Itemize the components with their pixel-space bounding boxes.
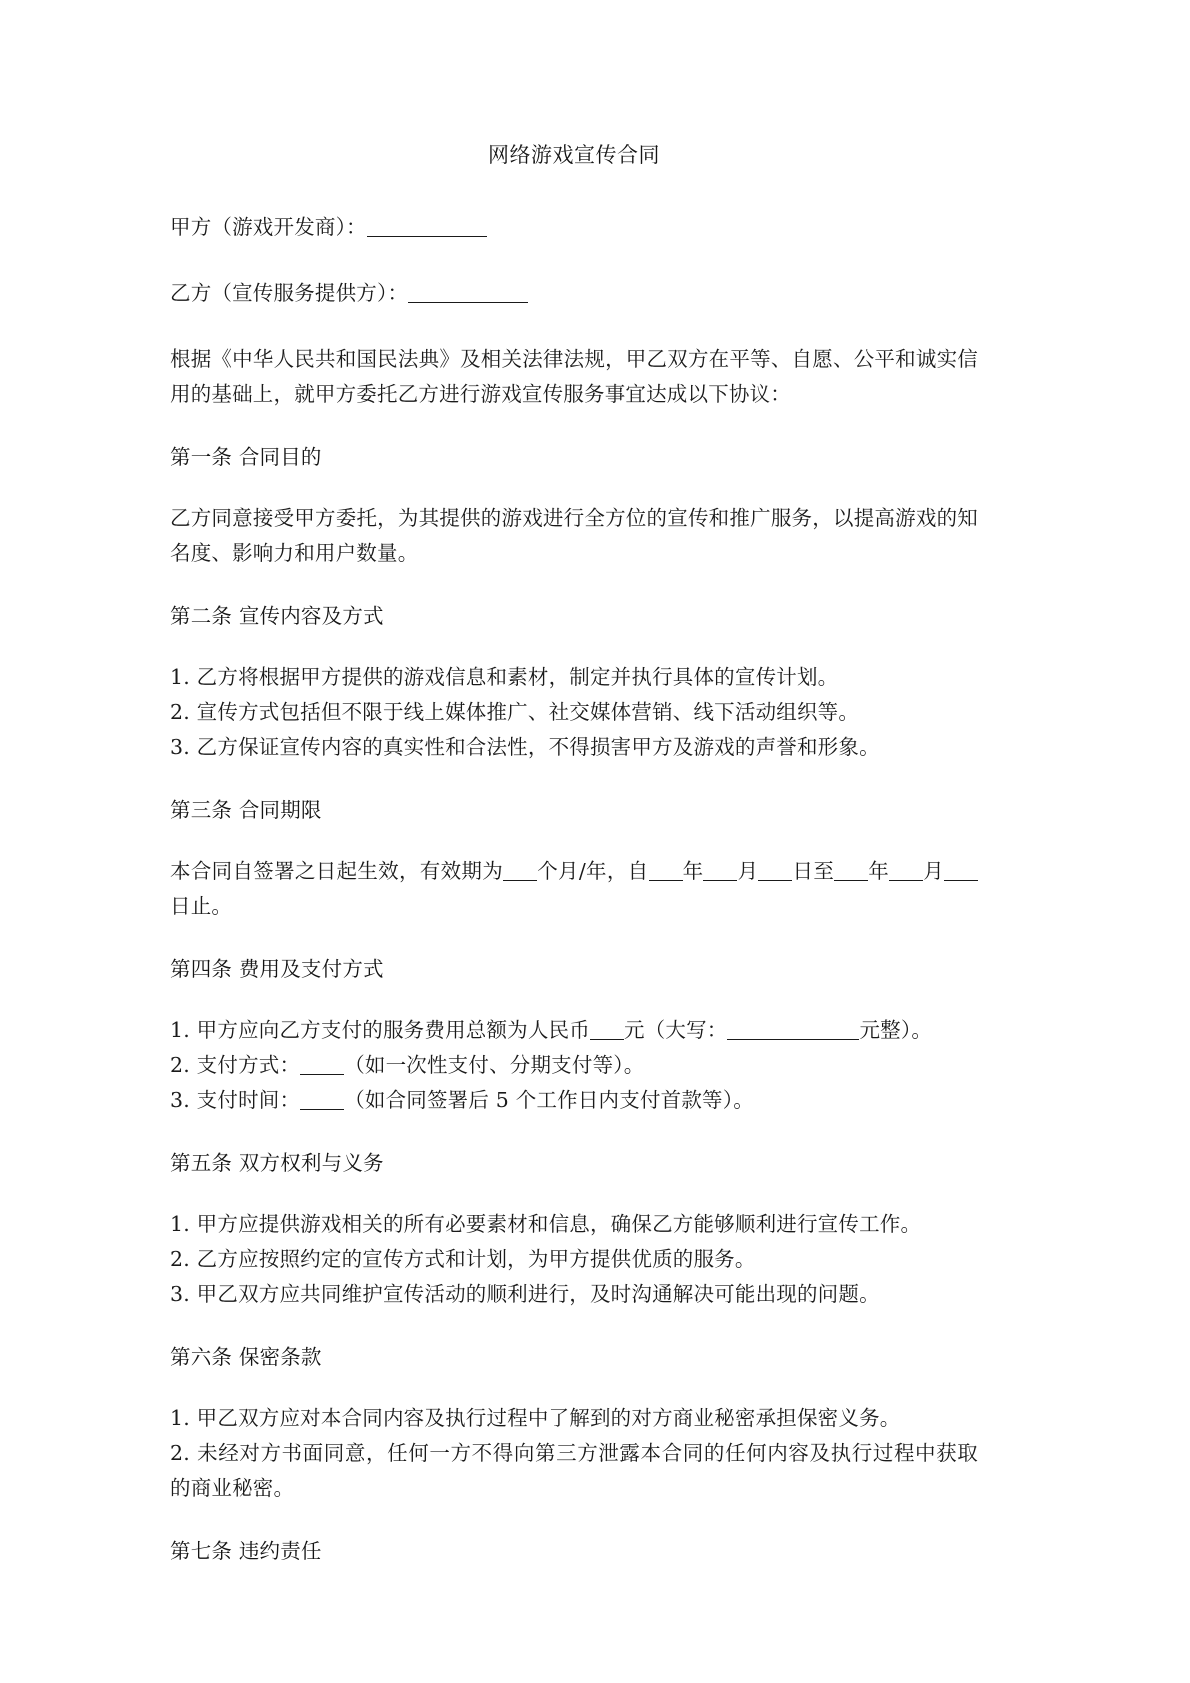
list-item: 1. 甲方应提供游戏相关的所有必要素材和信息，确保乙方能够顺利进行宣传工作。 <box>170 1212 922 1236</box>
list-item: 2. 乙方应按照约定的宣传方式和计划，为甲方提供优质的服务。 <box>170 1247 756 1271</box>
term-text-4: 月 <box>737 859 759 883</box>
term-text-1: 本合同自签署之日起生效，有效期为 <box>170 859 504 883</box>
term-start-day-blank[interactable] <box>758 880 792 881</box>
article-3-heading: 第三条 合同期限 <box>170 798 322 822</box>
party-b-label: 乙方（宣传服务提供方）： <box>170 281 409 305</box>
list-item: 3. 乙方保证宣传内容的真实性和合法性，不得损害甲方及游戏的声誉和形象。 <box>170 735 880 759</box>
party-a-blank[interactable] <box>367 236 487 237</box>
list-item <box>170 1083 978 1118</box>
document-body <box>170 138 978 1595</box>
article-2-items <box>170 660 978 765</box>
article-1-body: 乙方同意接受甲方委托，为其提供的游戏进行全方位的宣传和推广服务，以提高游戏的知名度、影响力和用户数量。 <box>170 506 978 565</box>
list-item <box>170 1013 978 1048</box>
article-4-items <box>170 1013 978 1118</box>
term-text-8: 日止。 <box>170 894 233 918</box>
party-b-blank[interactable] <box>408 302 528 303</box>
term-text-7: 月 <box>923 859 945 883</box>
list-item: 1. 乙方将根据甲方提供的游戏信息和素材，制定并执行具体的宣传计划。 <box>170 665 839 689</box>
article-2-heading: 第二条 宣传内容及方式 <box>170 604 384 628</box>
party-a-label: 甲方（游戏开发商）： <box>170 215 367 239</box>
page-title: 网络游戏宣传合同 <box>488 143 660 167</box>
payment-time-note: （如合同签署后 5 个工作日内支付首款等）。 <box>344 1088 754 1112</box>
term-end-month-blank[interactable] <box>889 880 923 881</box>
article-3-body <box>170 854 978 924</box>
payment-time-blank[interactable] <box>300 1109 344 1110</box>
article-6-items <box>170 1401 978 1506</box>
article-1-heading: 第一条 合同目的 <box>170 445 322 469</box>
article-4-heading: 第四条 费用及支付方式 <box>170 957 384 981</box>
article-7-heading: 第七条 违约责任 <box>170 1539 322 1563</box>
payment-method-label: 2. 支付方式： <box>170 1053 301 1077</box>
article-6-heading: 第六条 保密条款 <box>170 1345 322 1369</box>
list-item: 2. 未经对方书面同意，任何一方不得向第三方泄露本合同的任何内容及执行过程中获取的商业秘密。 <box>170 1441 978 1500</box>
article-5-items <box>170 1207 978 1312</box>
payment-method-blank[interactable] <box>300 1074 344 1075</box>
party-a-line <box>170 210 978 245</box>
term-text-6: 年 <box>868 859 890 883</box>
payment-method-note: （如一次性支付、分期支付等）。 <box>344 1053 645 1077</box>
payment-time-label: 3. 支付时间： <box>170 1088 301 1112</box>
term-text-3: 年 <box>682 859 704 883</box>
list-item: 2. 宣传方式包括但不限于线上媒体推广、社交媒体营销、线下活动组织等。 <box>170 700 860 724</box>
party-b-line <box>170 276 978 311</box>
list-item: 3. 甲乙双方应共同维护宣传活动的顺利进行，及时沟通解决可能出现的问题。 <box>170 1282 880 1306</box>
fee-amount-words-blank[interactable] <box>727 1039 859 1040</box>
term-end-year-blank[interactable] <box>834 880 868 881</box>
fee-text-2: 元（大写： <box>623 1018 728 1042</box>
preamble-paragraph: 根据《中华人民共和国民法典》及相关法律法规，甲乙双方在平等、自愿、公平和诚实信用的基础上，就甲方委托乙方进行游戏宣传服务事宜达成以下协议： <box>170 347 978 406</box>
fee-text-1: 1. 甲方应向乙方支付的服务费用总额为人民币 <box>170 1018 590 1042</box>
term-text-2: 个月/年，自 <box>537 859 649 883</box>
fee-text-3: 元整）。 <box>859 1018 933 1042</box>
fee-amount-blank[interactable] <box>590 1039 624 1040</box>
term-duration-blank[interactable] <box>503 880 537 881</box>
list-item <box>170 1048 978 1083</box>
list-item: 1. 甲乙双方应对本合同内容及执行过程中了解到的对方商业秘密承担保密义务。 <box>170 1406 901 1430</box>
term-start-month-blank[interactable] <box>703 880 737 881</box>
article-5-heading: 第五条 双方权利与义务 <box>170 1151 384 1175</box>
term-end-day-blank[interactable] <box>944 880 978 881</box>
term-start-year-blank[interactable] <box>649 880 683 881</box>
term-text-5: 日至 <box>792 859 835 883</box>
